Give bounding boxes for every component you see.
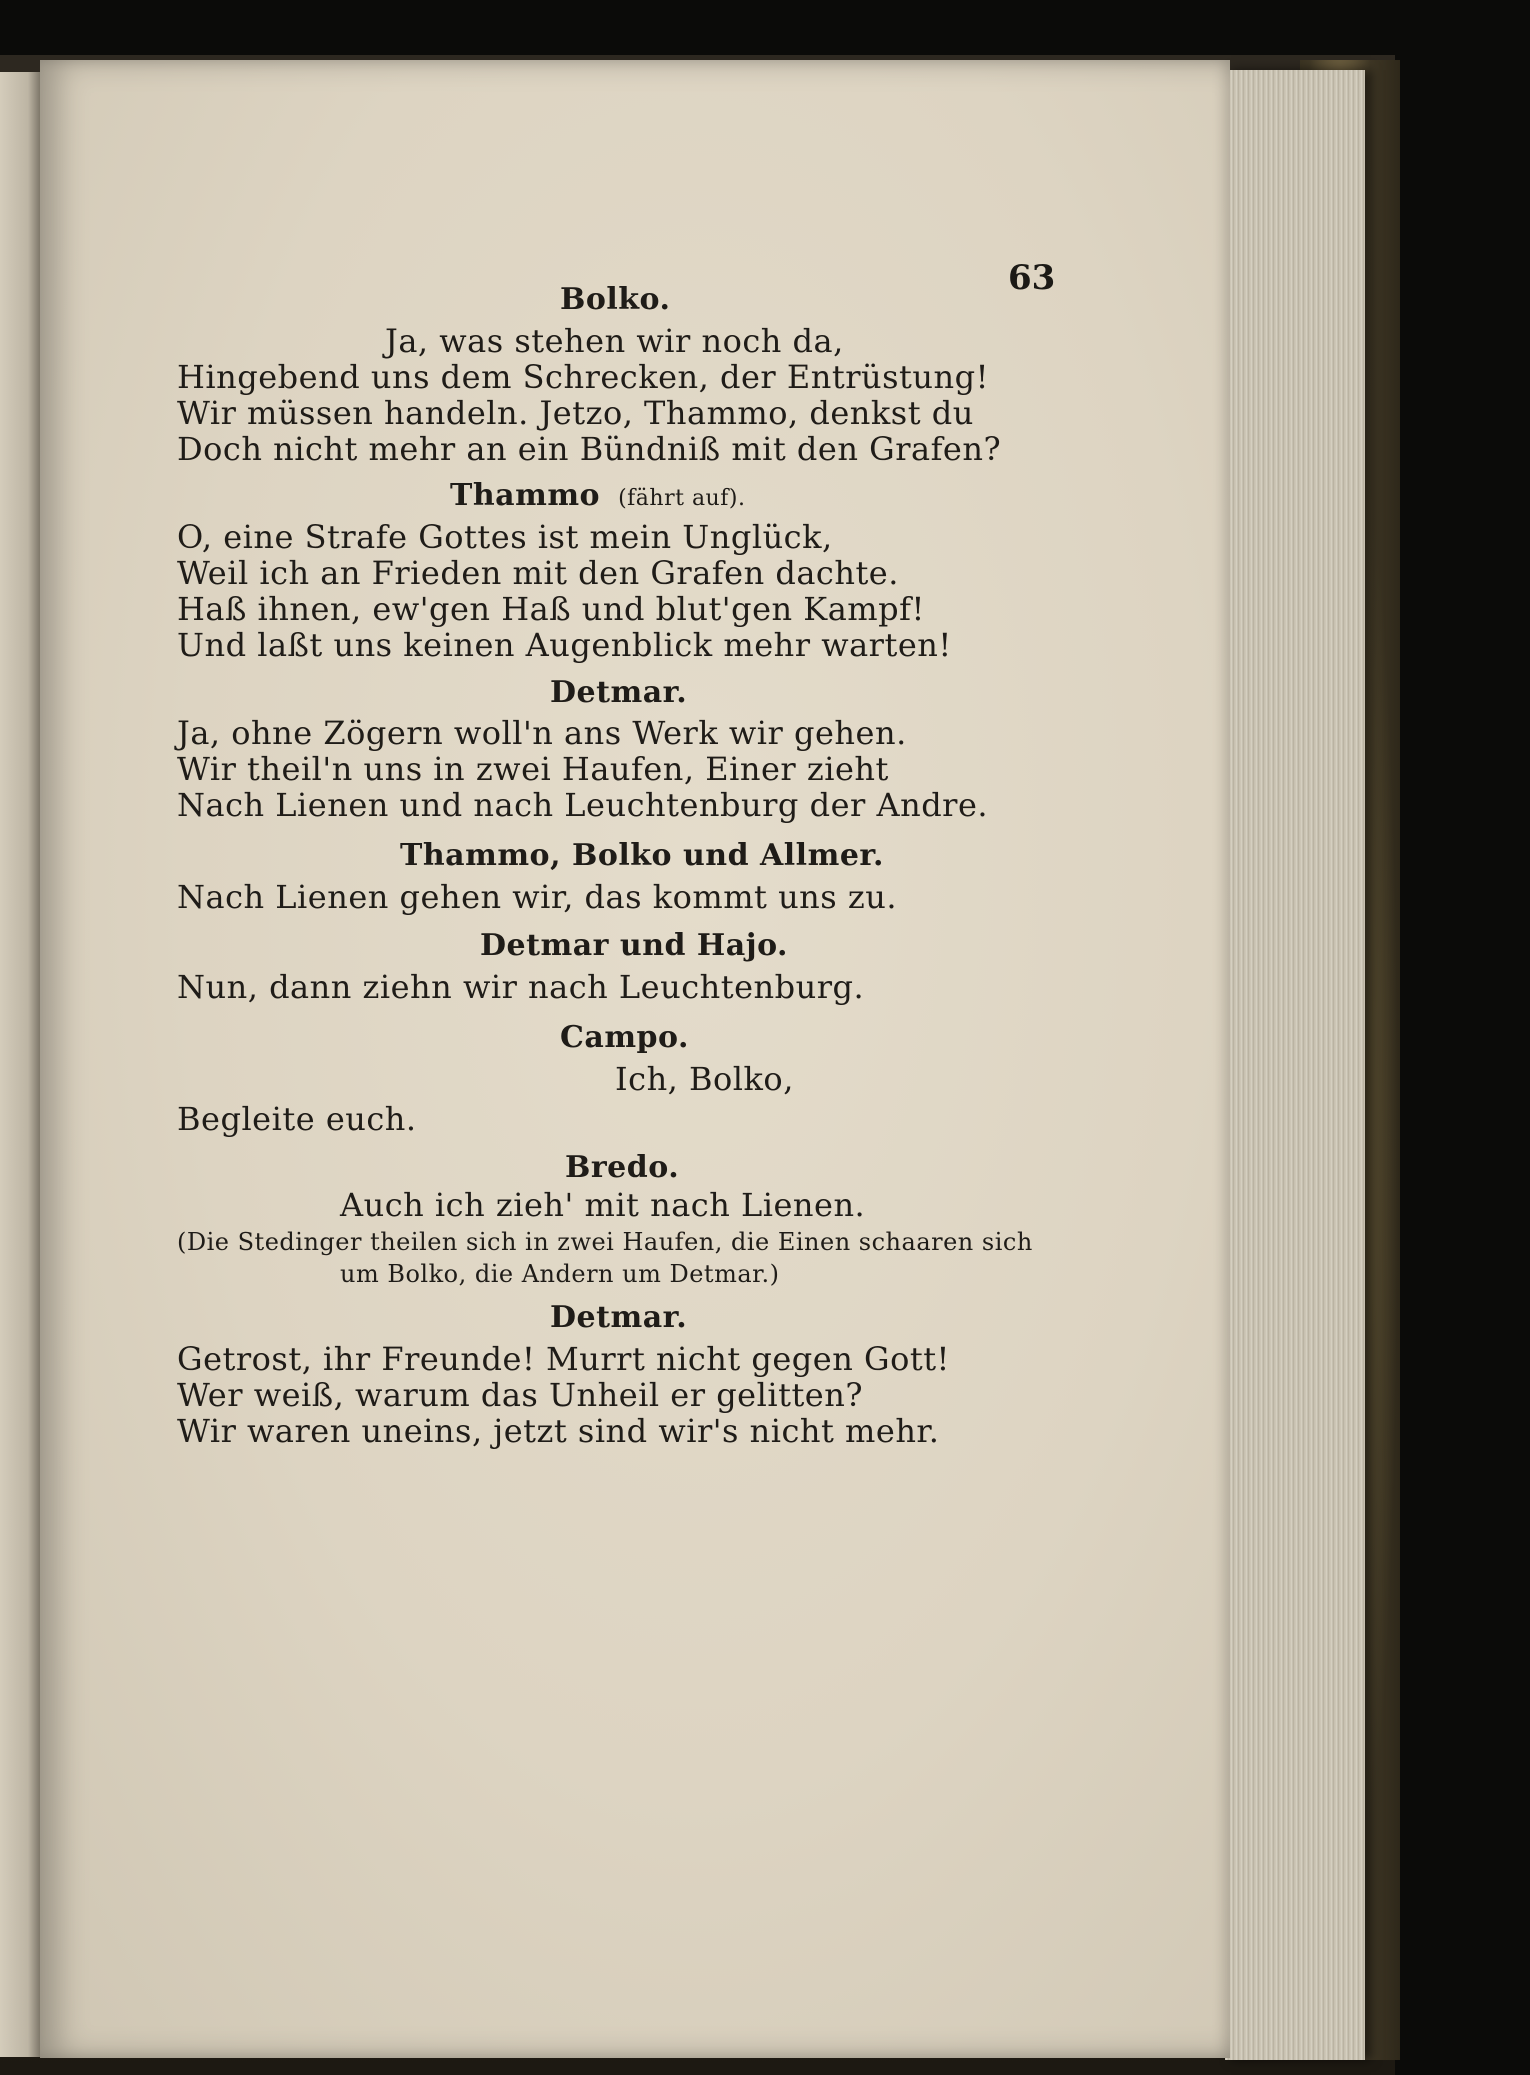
- verse-line: Auch ich zieh' mit nach Lienen.: [340, 1186, 866, 1224]
- verse-line: Ich, Bolko,: [615, 1060, 794, 1098]
- verse-line: Doch nicht mehr an ein Bündniß mit den Grafen?: [177, 430, 1002, 468]
- verse-line: Haß ihnen, ew'gen Haß und blut'gen Kampf!: [177, 590, 925, 628]
- book-page: [40, 60, 1230, 2058]
- verse-line: Begleite euch.: [177, 1100, 417, 1138]
- verse-line: Nach Lienen und nach Leuchtenburg der Andre.: [177, 786, 989, 824]
- page-edges: [1225, 70, 1365, 2060]
- verse-line: Und laßt uns keinen Augenblick mehr warten!: [177, 626, 952, 664]
- stage-direction-line: um Bolko, die Andern um Detmar.): [340, 1260, 780, 1288]
- verse-line: O, eine Strafe Gottes ist mein Unglück,: [177, 518, 833, 556]
- verse-line: Wer weiß, warum das Unheil er gelitten?: [177, 1376, 863, 1414]
- verse-line: Getrost, ihr Freunde! Murrt nicht gegen Gott!: [177, 1340, 950, 1378]
- speaker-name: Detmar und Hajo.: [480, 928, 788, 963]
- speaker-name: Bolko.: [560, 282, 671, 317]
- facing-page-edge: [0, 72, 40, 2057]
- verse-line: Weil ich an Frieden mit den Grafen dachte.: [177, 554, 899, 592]
- speaker-name: [450, 478, 745, 513]
- speaker-name: Bredo.: [565, 1150, 680, 1185]
- verse-line: Ja, ohne Zögern woll'n ans Werk wir gehen.: [177, 714, 907, 752]
- verse-line: Ja, was stehen wir noch da,: [385, 322, 844, 360]
- speaker-name: Campo.: [560, 1020, 689, 1055]
- page-number: 63: [1008, 258, 1056, 298]
- verse-line: Wir müssen handeln. Jetzo, Thammo, denkst du: [177, 394, 974, 432]
- verse-line: Nun, dann ziehn wir nach Leuchtenburg.: [177, 968, 865, 1006]
- verse-line: Wir waren uneins, jetzt sind wir's nicht mehr.: [177, 1412, 940, 1450]
- speaker-name: Detmar.: [550, 675, 688, 710]
- verse-line: Wir theil'n uns in zwei Haufen, Einer zieht: [177, 750, 889, 788]
- verse-line: Nach Lienen gehen wir, das kommt uns zu.: [177, 878, 898, 916]
- speaker-name: Thammo, Bolko und Allmer.: [400, 838, 884, 873]
- verse-line: Hingebend uns dem Schrecken, der Entrüstung!: [177, 358, 989, 396]
- speaker-label: Thammo: [450, 478, 601, 513]
- stage-aside: (fährt auf).: [618, 486, 746, 511]
- speaker-name: Detmar.: [550, 1300, 688, 1335]
- stage-direction-line: (Die Stedinger theilen sich in zwei Haufen, die Einen schaaren sich: [177, 1228, 1033, 1256]
